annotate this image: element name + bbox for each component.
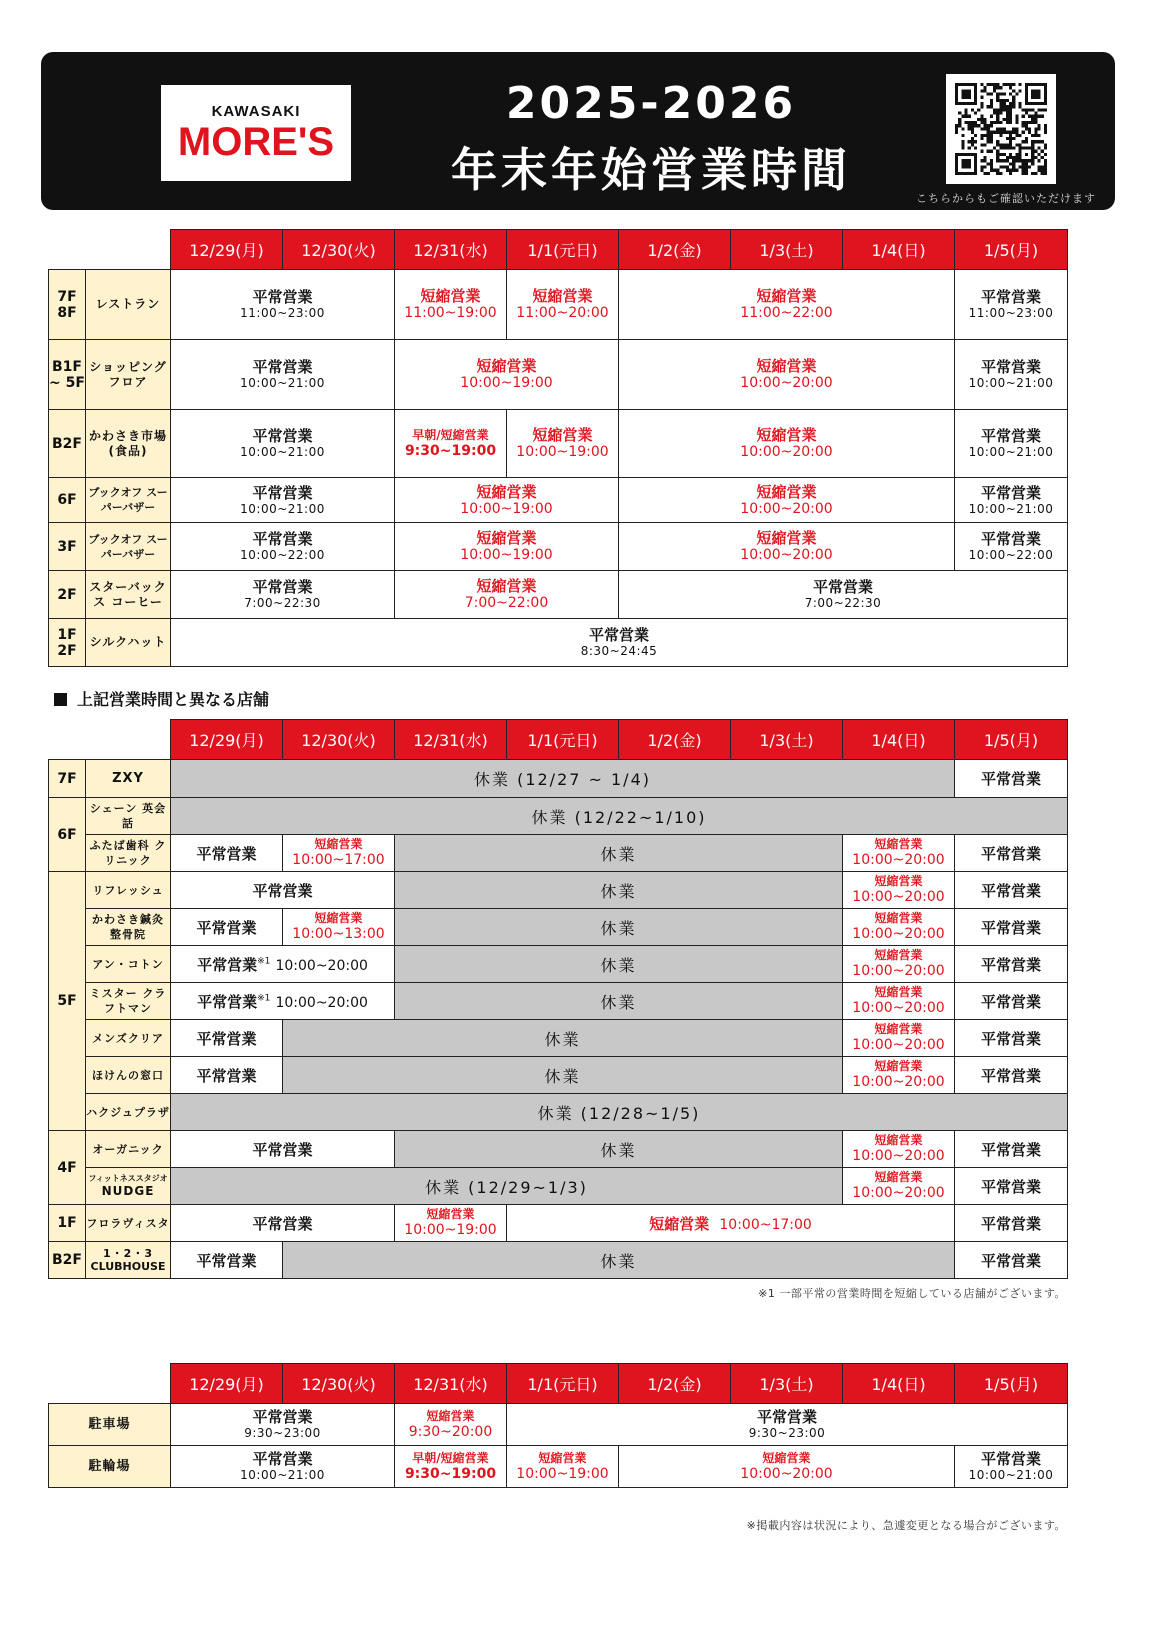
hours-cell: 平常営業 xyxy=(171,1131,395,1168)
hours-cell: 短縮営業 10:00~20:00 xyxy=(619,340,955,410)
date-header-row xyxy=(49,230,1068,270)
date-cell: 12/30(火) xyxy=(283,1364,395,1404)
hours-cell: 短縮営業 10:00~20:00 xyxy=(619,1446,955,1488)
store-name: かわさき市場 (食品) xyxy=(86,410,171,478)
date-cell: 12/30(火) xyxy=(283,230,395,270)
table-row xyxy=(49,1205,1068,1242)
hours-cell: 短縮営業 10:00~17:00 xyxy=(507,1205,955,1242)
qr-caption: こちらからもご確認いただけます xyxy=(916,192,1096,205)
hours-cell: 平常営業 xyxy=(171,909,283,946)
hours-cell: 短縮営業 10:00~19:00 xyxy=(507,1446,619,1488)
hours-cell: 平常営業 10:00~21:00 xyxy=(171,478,395,523)
hours-cell: 短縮営業 10:00~20:00 xyxy=(619,523,955,571)
hours-cell: 短縮営業 10:00~20:00 xyxy=(843,946,955,983)
closed-cell: 休業 xyxy=(395,983,843,1020)
hours-cell: 平常営業 xyxy=(955,1131,1068,1168)
date-cell: 1/5(月) xyxy=(955,720,1068,760)
hours-cell: 短縮営業 10:00~17:00 xyxy=(283,835,395,872)
hours-cell: 平常営業 xyxy=(955,909,1068,946)
date-cell: 12/31(水) xyxy=(395,230,507,270)
hours-cell: 平常営業 10:00~21:00 xyxy=(171,1446,395,1488)
store-name: ふたば歯科 クリニック xyxy=(86,835,171,872)
table-row xyxy=(49,1242,1068,1279)
section-title: 上記営業時間と異なる店舗 xyxy=(54,687,269,710)
disclaimer: ※掲載内容は状況により、急遽変更となる場合がございます。 xyxy=(746,1519,1066,1532)
floor-cell: 2F xyxy=(49,571,86,619)
hours-cell: 短縮営業 7:00~22:00 xyxy=(395,571,619,619)
table-row xyxy=(49,946,1068,983)
hours-cell: 平常営業 10:00~21:00 xyxy=(171,410,395,478)
hours-cell: 平常営業 xyxy=(171,1057,283,1094)
store-name: ショッピング フロア xyxy=(86,340,171,410)
store-name: メンズクリア xyxy=(86,1020,171,1057)
table-row xyxy=(49,1446,1068,1488)
store-name: アン・コトン xyxy=(86,946,171,983)
hours-cell: 短縮営業 10:00~20:00 xyxy=(619,410,955,478)
qr-code-icon[interactable] xyxy=(946,74,1056,184)
table-row xyxy=(49,571,1068,619)
hours-cell: 平常営業 xyxy=(955,1057,1068,1094)
floor-cell: 7F xyxy=(49,760,86,798)
table-row xyxy=(49,798,1068,835)
closed-cell: 休業 xyxy=(395,835,843,872)
header-banner xyxy=(41,52,1115,210)
table-row xyxy=(49,835,1068,872)
date-cell: 1/2(金) xyxy=(619,720,731,760)
logo-main-text: MORE'S xyxy=(177,119,335,164)
table-row xyxy=(49,760,1068,798)
date-cell: 1/4(日) xyxy=(843,230,955,270)
floor-cell: 6F xyxy=(49,478,86,523)
hours-cell: 平常営業 10:00~21:00 xyxy=(955,478,1068,523)
store-name: シェーン 英会話 xyxy=(86,798,171,835)
store-name: リフレッシュ xyxy=(86,872,171,909)
square-bullet-icon xyxy=(54,693,67,706)
hours-cell: 平常営業 9:30~23:00 xyxy=(507,1404,1068,1446)
store-name: 1・2・3 CLUBHOUSE xyxy=(86,1242,171,1279)
hours-cell: 平常営業 9:30~23:00 xyxy=(171,1404,395,1446)
hours-cell: 平常営業$^{※1}$ 10:00~20:00 xyxy=(171,983,395,1020)
hours-cell: 平常営業 7:00~22:30 xyxy=(619,571,1068,619)
date-cell: 12/31(水) xyxy=(395,720,507,760)
table-row xyxy=(49,619,1068,667)
store-name: ZXY xyxy=(86,760,171,798)
hours-cell: 平常営業 xyxy=(171,1242,283,1279)
store-name: かわさき鍼灸 整骨院 xyxy=(86,909,171,946)
logo-top-text: KAWASAKI xyxy=(211,102,301,120)
date-cell: 1/4(日) xyxy=(843,1364,955,1404)
date-cell: 12/29(月) xyxy=(171,230,283,270)
store-name: フィットネススタジオ NUDGE xyxy=(86,1168,171,1205)
exception-hours-table xyxy=(48,719,1068,1279)
hours-cell: 早朝/短縮営業 9:30~19:00 xyxy=(395,1446,507,1488)
hours-cell: 短縮営業 10:00~20:00 xyxy=(843,872,955,909)
date-cell: 12/30(火) xyxy=(283,720,395,760)
facility-name: 駐車場 xyxy=(49,1404,171,1446)
hours-cell: 平常営業 10:00~21:00 xyxy=(955,410,1068,478)
hours-cell: 短縮営業 10:00~20:00 xyxy=(843,909,955,946)
table-row xyxy=(49,1094,1068,1131)
table-row xyxy=(49,1168,1068,1205)
date-cell: 12/29(月) xyxy=(171,1364,283,1404)
hours-cell: 短縮営業 10:00~19:00 xyxy=(395,340,619,410)
facility-name: 駐輪場 xyxy=(49,1446,171,1488)
closed-cell: 休業 (12/28~1/5) xyxy=(171,1094,1068,1131)
hours-cell: 平常営業 xyxy=(171,1020,283,1057)
date-header-row xyxy=(49,1364,1068,1404)
store-name: レストラン xyxy=(86,270,171,340)
floor-cell: 5F xyxy=(49,872,86,1131)
floor-cell: B2F xyxy=(49,1242,86,1279)
store-name: オーガニック xyxy=(86,1131,171,1168)
hours-cell: 短縮営業 9:30~20:00 xyxy=(395,1404,507,1446)
floor-cell: B1F ~ 5F xyxy=(49,340,86,410)
date-cell: 12/29(月) xyxy=(171,720,283,760)
hours-cell: 短縮営業 10:00~13:00 xyxy=(283,909,395,946)
floor-cell: 4F xyxy=(49,1131,86,1205)
header-year: 2025-2026 xyxy=(505,78,797,129)
table-row xyxy=(49,1057,1068,1094)
date-cell: 1/4(日) xyxy=(843,720,955,760)
date-header-row xyxy=(49,720,1068,760)
hours-cell: 短縮営業 10:00~19:00 xyxy=(395,478,619,523)
hours-cell: 平常営業 7:00~22:30 xyxy=(171,571,395,619)
hours-cell: 短縮営業 10:00~20:00 xyxy=(843,1057,955,1094)
floor-cell: 3F xyxy=(49,523,86,571)
hours-cell: 短縮営業 11:00~19:00 xyxy=(395,270,507,340)
closed-cell: 休業 (12/22~1/10) xyxy=(171,798,1068,835)
logo xyxy=(161,85,351,181)
table-row xyxy=(49,340,1068,410)
hours-cell: 平常営業 xyxy=(955,1168,1068,1205)
date-cell: 1/5(月) xyxy=(955,1364,1068,1404)
table-row xyxy=(49,478,1068,523)
closed-cell: 休業 xyxy=(395,909,843,946)
table-row xyxy=(49,1404,1068,1446)
hours-cell: 平常営業 xyxy=(171,835,283,872)
hours-cell: 平常営業 xyxy=(955,946,1068,983)
hours-cell: 短縮営業 10:00~19:00 xyxy=(507,410,619,478)
hours-cell: 短縮営業 10:00~19:00 xyxy=(395,523,619,571)
hours-cell: 平常営業 10:00~21:00 xyxy=(955,1446,1068,1488)
closed-cell: 休業 xyxy=(395,946,843,983)
hours-cell: 平常営業 xyxy=(955,1205,1068,1242)
page-title: 年末年始営業時間 xyxy=(451,143,851,197)
table-row xyxy=(49,1020,1068,1057)
hours-cell: 平常営業 xyxy=(955,1242,1068,1279)
store-name: フロラヴィスタ xyxy=(86,1205,171,1242)
hours-cell: 平常営業 11:00~23:00 xyxy=(955,270,1068,340)
floor-cell: 7F 8F xyxy=(49,270,86,340)
hours-cell: 短縮営業 11:00~20:00 xyxy=(507,270,619,340)
date-cell: 1/3(土) xyxy=(731,720,843,760)
hours-cell: 平常営業 xyxy=(955,760,1068,798)
hours-cell: 短縮営業 10:00~20:00 xyxy=(843,1131,955,1168)
closed-cell: 休業 (12/29~1/3) xyxy=(171,1168,843,1205)
hours-cell: 平常営業 10:00~22:00 xyxy=(955,523,1068,571)
closed-cell: 休業 xyxy=(283,1242,955,1279)
closed-cell: 休業 xyxy=(283,1020,843,1057)
store-name: シルクハット xyxy=(86,619,171,667)
closed-cell: 休業 xyxy=(395,1131,843,1168)
hours-cell: 平常営業 xyxy=(171,1205,395,1242)
table-row xyxy=(49,872,1068,909)
closed-cell: 休業 xyxy=(283,1057,843,1094)
hours-cell: 平常営業 10:00~21:00 xyxy=(955,340,1068,410)
floor-cell: B2F xyxy=(49,410,86,478)
hours-cell: 短縮営業 10:00~19:00 xyxy=(395,1205,507,1242)
floor-cell: 1F 2F xyxy=(49,619,86,667)
hours-cell: 平常営業 xyxy=(171,872,395,909)
date-cell: 1/2(金) xyxy=(619,1364,731,1404)
hours-cell: 平常営業$^{※1}$ 10:00~20:00 xyxy=(171,946,395,983)
store-name: ブックオフ スーパーバザー xyxy=(86,478,171,523)
main-hours-table xyxy=(48,229,1068,667)
hours-cell: 短縮営業 10:00~20:00 xyxy=(843,1020,955,1057)
store-name: ハクジュプラザ xyxy=(86,1094,171,1131)
blank-cell xyxy=(49,720,171,760)
hours-cell: 平常営業 xyxy=(955,872,1068,909)
hours-cell: 平常営業 xyxy=(955,1020,1068,1057)
hours-cell: 短縮営業 10:00~20:00 xyxy=(843,983,955,1020)
hours-cell: 平常営業 xyxy=(955,983,1068,1020)
date-cell: 1/1(元日) xyxy=(507,230,619,270)
hours-cell: 平常営業 10:00~21:00 xyxy=(171,340,395,410)
date-cell: 12/31(水) xyxy=(395,1364,507,1404)
closed-cell: 休業 (12/27 ~ 1/4) xyxy=(171,760,955,798)
footnote: ※1 一部平常の営業時間を短縮している店舗がございます。 xyxy=(758,1287,1066,1300)
date-cell: 1/1(元日) xyxy=(507,1364,619,1404)
blank-cell xyxy=(49,230,171,270)
hours-cell: 平常営業 8:30~24:45 xyxy=(171,619,1068,667)
hours-cell: 早朝/短縮営業 9:30~19:00 xyxy=(395,410,507,478)
date-cell: 1/5(月) xyxy=(955,230,1068,270)
store-name: ミスター クラフトマン xyxy=(86,983,171,1020)
table-row xyxy=(49,909,1068,946)
closed-cell: 休業 xyxy=(395,872,843,909)
table-row xyxy=(49,270,1068,340)
hours-cell: 短縮営業 10:00~20:00 xyxy=(619,478,955,523)
parking-hours-table xyxy=(48,1363,1068,1488)
store-name: スターバックス コーヒー xyxy=(86,571,171,619)
hours-cell: 平常営業 xyxy=(955,835,1068,872)
date-cell: 1/2(金) xyxy=(619,230,731,270)
store-name: ほけんの窓口 xyxy=(86,1057,171,1094)
table-row xyxy=(49,983,1068,1020)
floor-cell: 6F xyxy=(49,798,86,872)
hours-cell: 平常営業 11:00~23:00 xyxy=(171,270,395,340)
table-row xyxy=(49,1131,1068,1168)
table-row xyxy=(49,523,1068,571)
date-cell: 1/1(元日) xyxy=(507,720,619,760)
floor-cell: 1F xyxy=(49,1205,86,1242)
blank-cell xyxy=(49,1364,171,1404)
date-cell: 1/3(土) xyxy=(731,230,843,270)
hours-cell: 短縮営業 11:00~22:00 xyxy=(619,270,955,340)
date-cell: 1/3(土) xyxy=(731,1364,843,1404)
hours-cell: 短縮営業 10:00~20:00 xyxy=(843,1168,955,1205)
hours-cell: 短縮営業 10:00~20:00 xyxy=(843,835,955,872)
table-row xyxy=(49,410,1068,478)
hours-cell: 平常営業 10:00~22:00 xyxy=(171,523,395,571)
store-name: ブックオフ スーパーバザー xyxy=(86,523,171,571)
